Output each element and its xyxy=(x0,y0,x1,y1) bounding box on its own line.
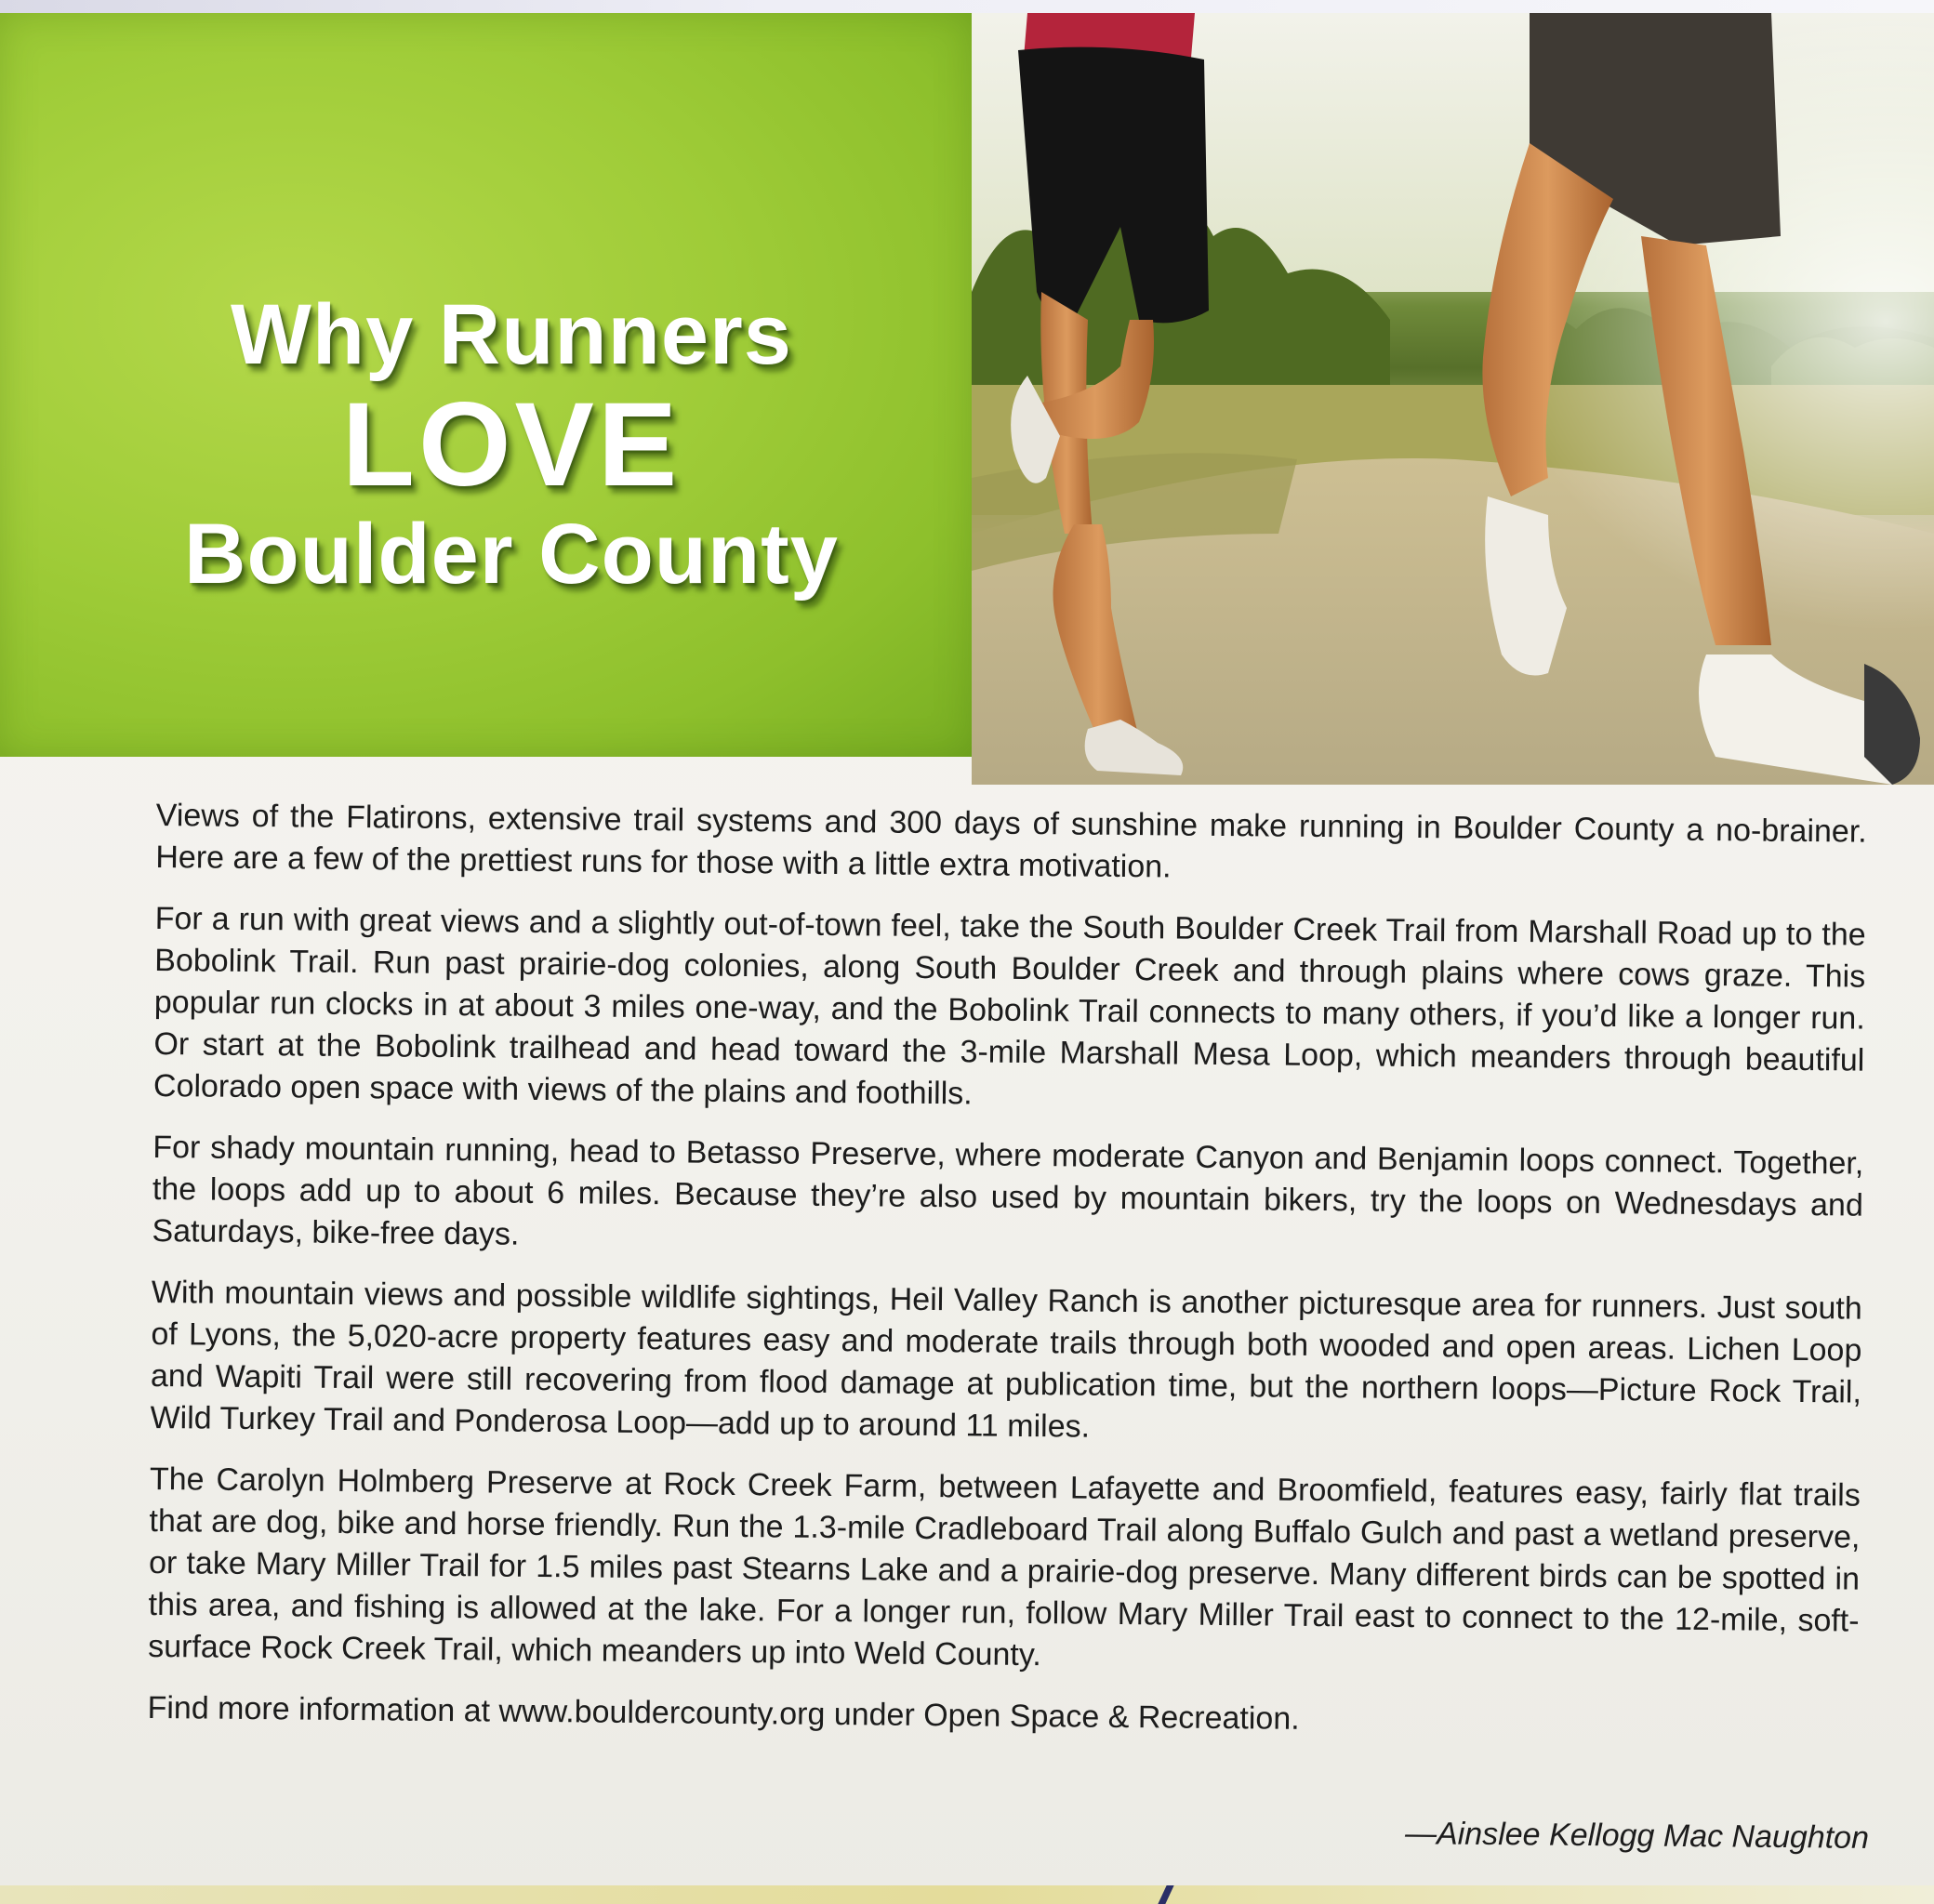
author-byline: —Ainslee Kellogg Mac Naughton xyxy=(1404,1816,1870,1856)
article-paragraph: The Carolyn Holmberg Preserve at Rock Creek Farm, between Lafayette and Broomfield, features easy, fairly flat trails that are dog, bike and horse friendly. Run the 1.3-mile Cradleboard Trail along Buffalo Gulch and past a wetland preserve, or take Mary Miller Trail for 1.5 miles past Stearns Lake and a prairie-dog preserve. Many different birds can be spotted in this area, and fishing is allowed at the lake. For a longer run, follow Mary Miller Trail east to connect to the 12-mile, soft-surface Rock Creek Trail, which meanders up into Weld County. xyxy=(148,1461,1861,1673)
article-paragraph: With mountain views and possible wildlife sightings, Heil Valley Ranch is another picturesque area for runners. Just south of Lyons, the 5,020-acre property features easy and moderate trails through both wooded and open areas. Lichen Loop and Wapiti Trail were still recovering from flood damage at publication time, but the northern loops—Picture Rock Trail, Wild Turkey Trail and Ponderosa Loop—add up to around 11 miles. xyxy=(150,1274,1862,1445)
title-line-1: Why Runners xyxy=(231,287,792,382)
runners-illustration xyxy=(972,13,1934,785)
article-paragraph: Views of the Flatirons, extensive trail systems and 300 days of sunshine make running in Boulder County a no-brainer. Here are a few of the prettiest runs for those with a little extra motivation. xyxy=(155,797,1867,885)
article-paragraph-more-info: Find more information at www.bouldercounty.org under Open Space & Recreation. xyxy=(147,1689,1300,1737)
article-title xyxy=(112,287,911,602)
article-body xyxy=(147,795,1867,1765)
runners-legs-photo xyxy=(972,13,1934,785)
bottom-accent-mark xyxy=(1158,1885,1173,1904)
article-paragraph: For a run with great views and a slightly out-of-town feel, take the South Boulder Creek Trail from Marshall Road up to the Bobolink Trail. Run past prairie-dog colonies, along South Boulder Creek and through plains where cows graze. This popular run clocks in at about 3 miles one-way, and the Bobolink Trail connects to many others, if you’d like a longer run. Or start at the Bobolink trailhead and head toward the 3-mile Marshall Mesa Loop, which meanders through beautiful Colorado open space with views of the plains and foothills. xyxy=(152,900,1866,1112)
title-line-3: Boulder County xyxy=(184,507,839,602)
bottom-edge-strip xyxy=(0,1885,1934,1904)
article-paragraph: For shady mountain running, head to Betasso Preserve, where moderate Canyon and Benjamin loops connect. Together, the loops add up to about 6 miles. Because they’re also used by mountain bikers, try the loops on Wednesdays and Saturdays, bike-free days. xyxy=(152,1129,1864,1252)
title-panel xyxy=(0,13,972,757)
title-line-2: LOVE xyxy=(341,377,682,511)
